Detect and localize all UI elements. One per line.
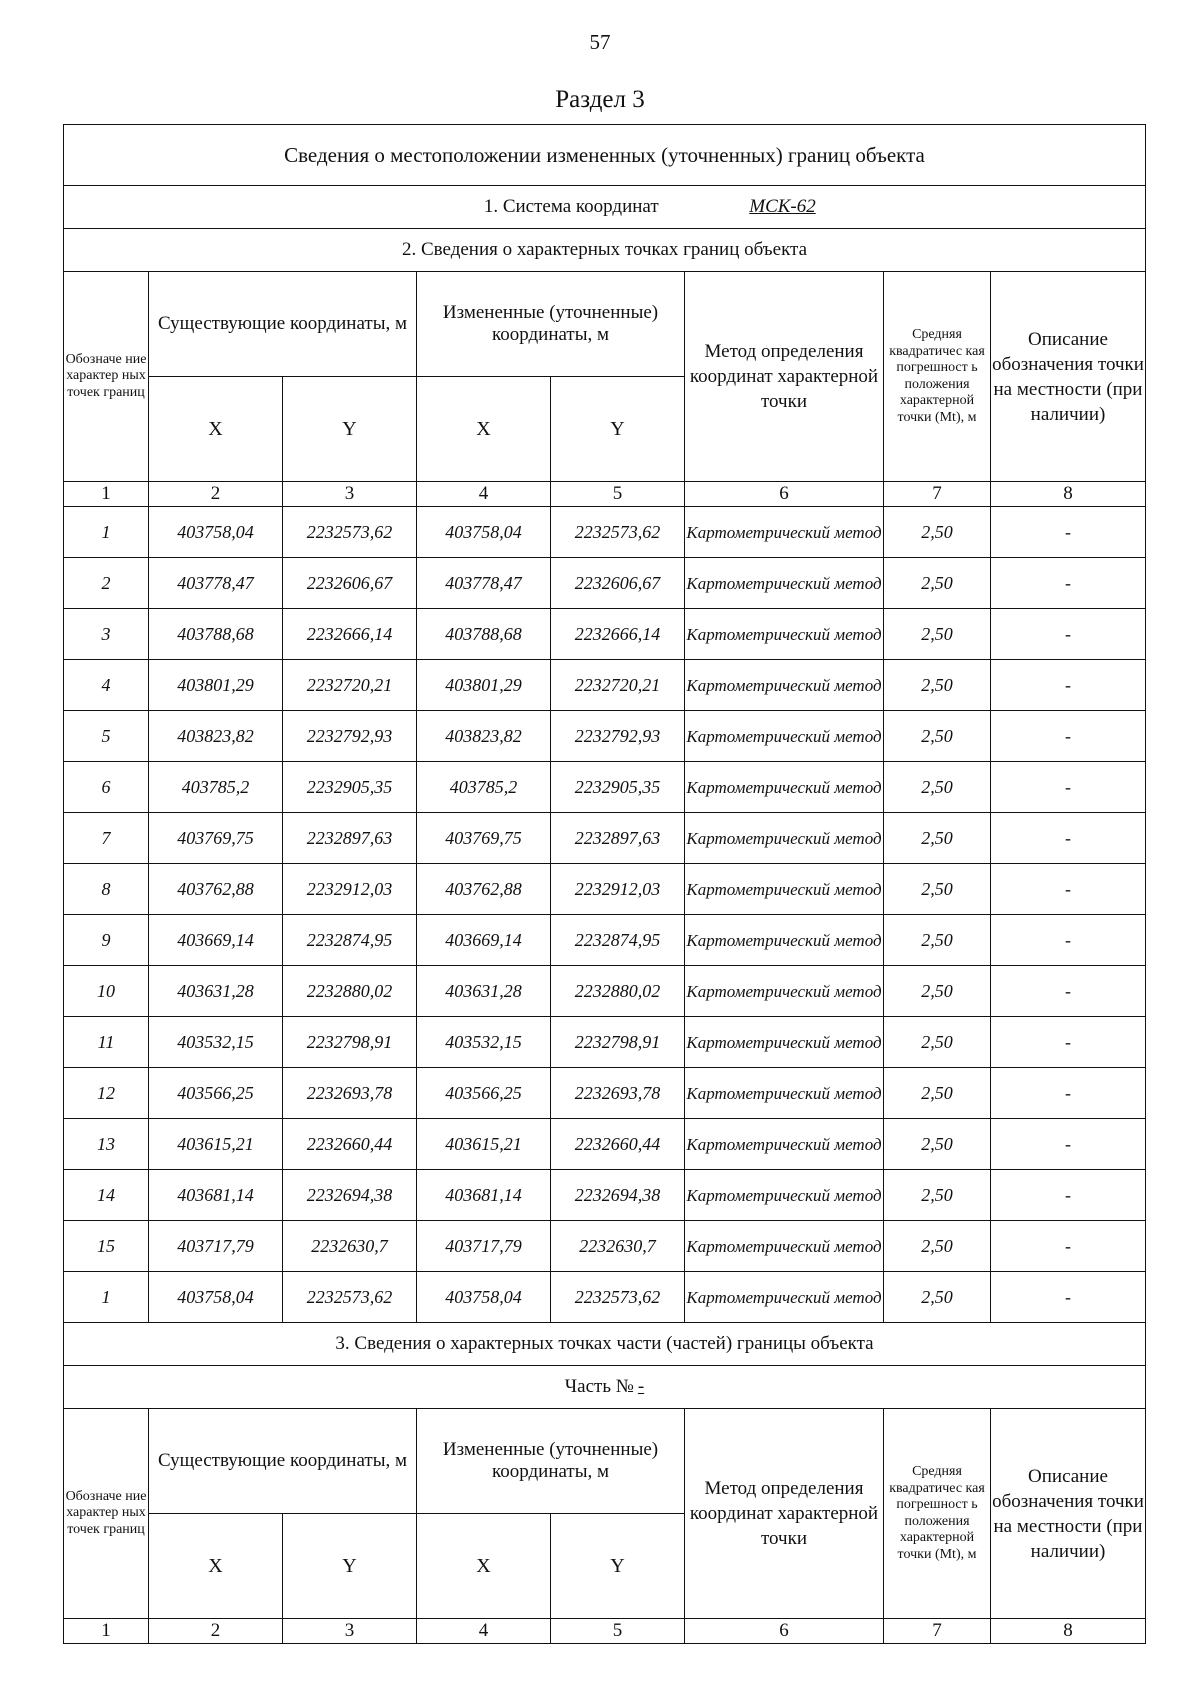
cell-point-number: 9: [64, 915, 149, 966]
column-number: 7: [884, 482, 991, 507]
cell-description: -: [991, 711, 1146, 762]
header-changed-y: Y: [551, 377, 685, 482]
cell-method: Картометрический метод: [685, 1119, 884, 1170]
cell-changed-x: 403823,82: [417, 711, 551, 762]
table-row: [64, 711, 1146, 762]
header-method: Метод определения координат характерной точки: [685, 272, 884, 482]
header-point-designation: Обозначе ние характер ных точек границ: [64, 272, 149, 482]
cell-existing-x: 403631,28: [149, 966, 283, 1017]
cell-description: -: [991, 1170, 1146, 1221]
cell-description: -: [991, 1272, 1146, 1323]
column-number: 1: [64, 482, 149, 507]
cell-description: -: [991, 915, 1146, 966]
header-changed-coords: Измененные (уточненные) координаты, м: [417, 272, 685, 377]
cell-existing-y: 2232874,95: [283, 915, 417, 966]
cell-existing-y: 2232798,91: [283, 1017, 417, 1068]
cell-changed-x: 403762,88: [417, 864, 551, 915]
column-number: 5: [551, 1619, 685, 1644]
cell-accuracy: 2,50: [884, 864, 991, 915]
cell-point-number: 6: [64, 762, 149, 813]
column-number: 2: [149, 1619, 283, 1644]
column-number: 5: [551, 482, 685, 507]
coord-system-label: 1. Система координат: [483, 196, 659, 217]
cell-changed-x: 403669,14: [417, 915, 551, 966]
table-caption: Сведения о местоположении измененных (уточненных) границ объекта: [64, 125, 1146, 186]
header-changed-x: X: [417, 1514, 551, 1619]
cell-point-number: 4: [64, 660, 149, 711]
cell-accuracy: 2,50: [884, 1017, 991, 1068]
cell-accuracy: 2,50: [884, 1170, 991, 1221]
cell-existing-y: 2232660,44: [283, 1119, 417, 1170]
cell-changed-x: 403631,28: [417, 966, 551, 1017]
column-number: 8: [991, 482, 1146, 507]
table-row: [64, 1017, 1146, 1068]
cell-description: -: [991, 762, 1146, 813]
cell-accuracy: 2,50: [884, 660, 991, 711]
cell-point-number: 14: [64, 1170, 149, 1221]
section2-title: 2. Сведения о характерных точках границ объекта: [64, 229, 1146, 272]
header-existing-y: Y: [283, 1514, 417, 1619]
header-changed-x: X: [417, 377, 551, 482]
cell-accuracy: 2,50: [884, 558, 991, 609]
column-number: 6: [685, 1619, 884, 1644]
header-accuracy: Средняя квадратичес кая погрешност ь положения характерной точки (Mt), м: [884, 1409, 991, 1619]
cell-description: -: [991, 966, 1146, 1017]
coord-system-value: МСК-62: [749, 196, 816, 217]
table-row: [64, 1068, 1146, 1119]
cell-existing-y: 2232630,7: [283, 1221, 417, 1272]
cell-changed-y: 2232606,67: [551, 558, 685, 609]
cell-method: Картометрический метод: [685, 762, 884, 813]
part-header-row-1: [64, 1409, 1146, 1514]
column-number: 3: [283, 1619, 417, 1644]
cell-accuracy: 2,50: [884, 1068, 991, 1119]
cell-existing-y: 2232666,14: [283, 609, 417, 660]
column-number: 2: [149, 482, 283, 507]
table-row: [64, 660, 1146, 711]
cell-accuracy: 2,50: [884, 1119, 991, 1170]
cell-description: -: [991, 813, 1146, 864]
cell-changed-x: 403778,47: [417, 558, 551, 609]
cell-existing-x: 403532,15: [149, 1017, 283, 1068]
coord-system-row: [64, 186, 1146, 229]
cell-existing-y: 2232573,62: [283, 507, 417, 558]
cell-description: -: [991, 864, 1146, 915]
part-value: -: [637, 1376, 645, 1397]
cell-changed-y: 2232912,03: [551, 864, 685, 915]
column-numbers-row: [64, 482, 1146, 507]
cell-existing-x: 403762,88: [149, 864, 283, 915]
cell-existing-y: 2232905,35: [283, 762, 417, 813]
cell-existing-y: 2232573,62: [283, 1272, 417, 1323]
cell-description: -: [991, 1221, 1146, 1272]
cell-description: -: [991, 1068, 1146, 1119]
cell-existing-x: 403669,14: [149, 915, 283, 966]
cell-existing-y: 2232693,78: [283, 1068, 417, 1119]
cell-changed-x: 403681,14: [417, 1170, 551, 1221]
table-row: [64, 915, 1146, 966]
header-existing-coords: Существующие координаты, м: [149, 1409, 417, 1514]
column-number: 3: [283, 482, 417, 507]
cell-changed-y: 2232720,21: [551, 660, 685, 711]
column-number: 4: [417, 482, 551, 507]
cell-accuracy: 2,50: [884, 966, 991, 1017]
table-row: [64, 966, 1146, 1017]
cell-changed-x: 403717,79: [417, 1221, 551, 1272]
cell-changed-y: 2232792,93: [551, 711, 685, 762]
section3-title: 3. Сведения о характерных точках части (частей) границы объекта: [64, 1323, 1146, 1366]
header-point-designation: Обозначе ние характер ных точек границ: [64, 1409, 149, 1619]
cell-changed-x: 403532,15: [417, 1017, 551, 1068]
cell-method: Картометрический метод: [685, 660, 884, 711]
cell-point-number: 3: [64, 609, 149, 660]
cell-method: Картометрический метод: [685, 558, 884, 609]
cell-existing-x: 403769,75: [149, 813, 283, 864]
cell-point-number: 1: [64, 1272, 149, 1323]
cell-method: Картометрический метод: [685, 864, 884, 915]
cell-method: Картометрический метод: [685, 1068, 884, 1119]
cell-accuracy: 2,50: [884, 762, 991, 813]
table-row: [64, 609, 1146, 660]
cell-method: Картометрический метод: [685, 1272, 884, 1323]
header-existing-coords: Существующие координаты, м: [149, 272, 417, 377]
cell-existing-x: 403758,04: [149, 507, 283, 558]
cell-method: Картометрический метод: [685, 813, 884, 864]
cell-point-number: 15: [64, 1221, 149, 1272]
cell-method: Картометрический метод: [685, 1170, 884, 1221]
table-row: [64, 507, 1146, 558]
cell-method: Картометрический метод: [685, 1221, 884, 1272]
cell-changed-y: 2232880,02: [551, 966, 685, 1017]
cell-changed-y: 2232798,91: [551, 1017, 685, 1068]
table-row: [64, 1119, 1146, 1170]
cell-changed-y: 2232630,7: [551, 1221, 685, 1272]
cell-accuracy: 2,50: [884, 1221, 991, 1272]
part-column-numbers-row: [64, 1619, 1146, 1644]
header-existing-y: Y: [283, 377, 417, 482]
cell-point-number: 12: [64, 1068, 149, 1119]
cell-existing-x: 403758,04: [149, 1272, 283, 1323]
cell-existing-x: 403778,47: [149, 558, 283, 609]
cell-description: -: [991, 660, 1146, 711]
table-row: [64, 813, 1146, 864]
cell-accuracy: 2,50: [884, 711, 991, 762]
cell-existing-y: 2232694,38: [283, 1170, 417, 1221]
cell-accuracy: 2,50: [884, 1272, 991, 1323]
cell-existing-x: 403615,21: [149, 1119, 283, 1170]
part-label: Часть №: [564, 1376, 634, 1397]
column-number: 4: [417, 1619, 551, 1644]
cell-existing-y: 2232897,63: [283, 813, 417, 864]
header-changed-y: Y: [551, 1514, 685, 1619]
table-row: [64, 864, 1146, 915]
part-row: [64, 1366, 1146, 1409]
cell-changed-x: 403615,21: [417, 1119, 551, 1170]
cell-accuracy: 2,50: [884, 915, 991, 966]
page-number: 57: [589, 30, 611, 54]
cell-changed-y: 2232666,14: [551, 609, 685, 660]
cell-existing-x: 403785,2: [149, 762, 283, 813]
cell-point-number: 5: [64, 711, 149, 762]
cell-changed-x: 403801,29: [417, 660, 551, 711]
cell-changed-x: 403566,25: [417, 1068, 551, 1119]
cell-existing-y: 2232792,93: [283, 711, 417, 762]
cell-description: -: [991, 609, 1146, 660]
boundary-points-table: [63, 124, 1146, 1644]
cell-existing-y: 2232880,02: [283, 966, 417, 1017]
cell-point-number: 13: [64, 1119, 149, 1170]
section-title: Раздел 3: [555, 86, 645, 113]
cell-changed-y: 2232573,62: [551, 1272, 685, 1323]
column-number: 1: [64, 1619, 149, 1644]
cell-existing-y: 2232606,67: [283, 558, 417, 609]
cell-changed-y: 2232660,44: [551, 1119, 685, 1170]
table-row: [64, 1221, 1146, 1272]
table-row: [64, 1170, 1146, 1221]
column-number: 7: [884, 1619, 991, 1644]
cell-method: Картометрический метод: [685, 1017, 884, 1068]
header-accuracy: Средняя квадратичес кая погрешност ь положения характерной точки (Mt), м: [884, 272, 991, 482]
cell-existing-x: 403801,29: [149, 660, 283, 711]
column-number: 6: [685, 482, 884, 507]
cell-changed-x: 403788,68: [417, 609, 551, 660]
table-row: [64, 1272, 1146, 1323]
cell-changed-x: 403758,04: [417, 1272, 551, 1323]
cell-description: -: [991, 1017, 1146, 1068]
header-row-1: [64, 272, 1146, 377]
header-existing-x: X: [149, 377, 283, 482]
cell-existing-x: 403681,14: [149, 1170, 283, 1221]
cell-point-number: 11: [64, 1017, 149, 1068]
cell-changed-y: 2232694,38: [551, 1170, 685, 1221]
cell-method: Картометрический метод: [685, 711, 884, 762]
cell-changed-x: 403758,04: [417, 507, 551, 558]
header-changed-coords: Измененные (уточненные) координаты, м: [417, 1409, 685, 1514]
cell-description: -: [991, 507, 1146, 558]
cell-method: Картометрический метод: [685, 966, 884, 1017]
cell-point-number: 1: [64, 507, 149, 558]
cell-accuracy: 2,50: [884, 507, 991, 558]
cell-point-number: 10: [64, 966, 149, 1017]
cell-description: -: [991, 1119, 1146, 1170]
cell-changed-y: 2232874,95: [551, 915, 685, 966]
table-row: [64, 558, 1146, 609]
header-method: Метод определения координат характерной точки: [685, 1409, 884, 1619]
cell-existing-x: 403566,25: [149, 1068, 283, 1119]
cell-accuracy: 2,50: [884, 813, 991, 864]
header-description: Описание обозначения точки на местности (при наличии): [991, 272, 1146, 482]
cell-existing-y: 2232912,03: [283, 864, 417, 915]
cell-method: Картометрический метод: [685, 609, 884, 660]
cell-existing-x: 403823,82: [149, 711, 283, 762]
cell-changed-x: 403785,2: [417, 762, 551, 813]
column-number: 8: [991, 1619, 1146, 1644]
cell-point-number: 8: [64, 864, 149, 915]
cell-accuracy: 2,50: [884, 609, 991, 660]
cell-existing-x: 403788,68: [149, 609, 283, 660]
cell-changed-y: 2232573,62: [551, 507, 685, 558]
cell-changed-y: 2232905,35: [551, 762, 685, 813]
cell-changed-x: 403769,75: [417, 813, 551, 864]
cell-method: Картометрический метод: [685, 915, 884, 966]
cell-point-number: 7: [64, 813, 149, 864]
cell-point-number: 2: [64, 558, 149, 609]
cell-changed-y: 2232897,63: [551, 813, 685, 864]
cell-changed-y: 2232693,78: [551, 1068, 685, 1119]
header-existing-x: X: [149, 1514, 283, 1619]
header-description: Описание обозначения точки на местности (при наличии): [991, 1409, 1146, 1619]
cell-method: Картометрический метод: [685, 507, 884, 558]
cell-description: -: [991, 558, 1146, 609]
table-row: [64, 762, 1146, 813]
cell-existing-x: 403717,79: [149, 1221, 283, 1272]
cell-existing-y: 2232720,21: [283, 660, 417, 711]
